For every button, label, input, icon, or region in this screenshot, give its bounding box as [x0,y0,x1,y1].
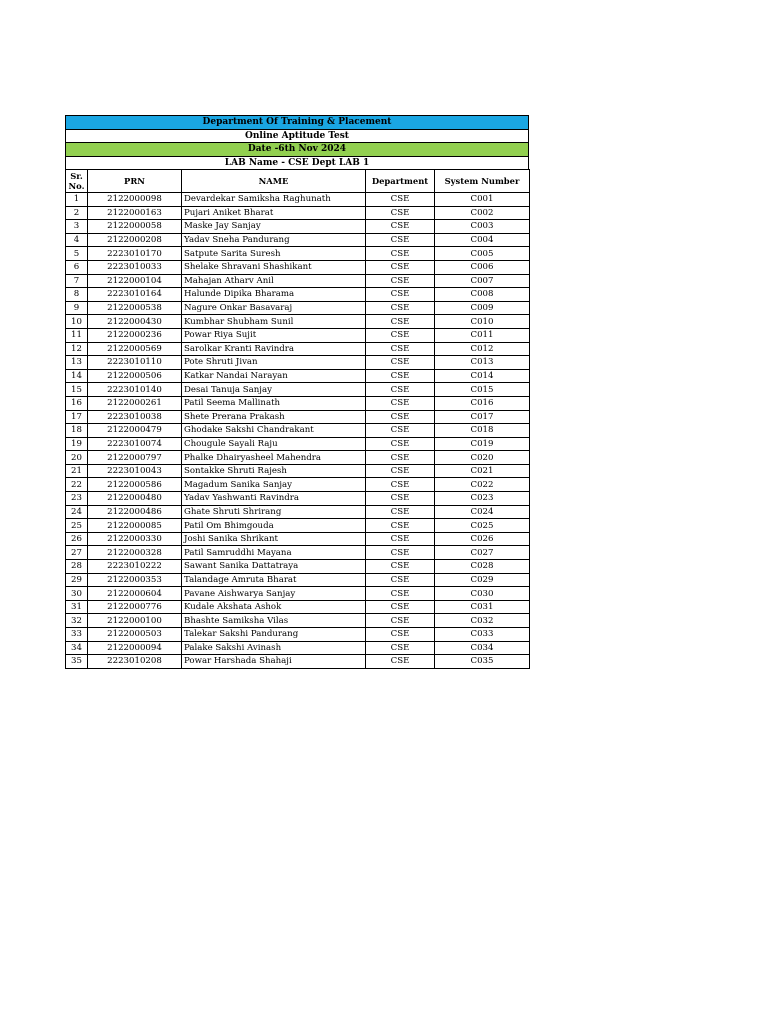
prn-cell: 2223010043 [88,464,182,478]
prn-cell: 2223010110 [88,356,182,370]
name-cell: Yadav Yashwanti Ravindra [182,492,366,506]
department-cell: CSE [366,505,435,519]
name-cell: Kumbhar Shubham Sunil [182,315,366,329]
table-row [66,383,530,397]
sr-no-cell: 1 [66,193,88,207]
prn-cell: 2223010222 [88,560,182,574]
prn-cell: 2122000208 [88,233,182,247]
sr-no-cell: 35 [66,655,88,669]
department-cell: CSE [366,342,435,356]
prn-cell: 2122000100 [88,614,182,628]
name-cell: Shelake Shravani Shashikant [182,260,366,274]
table-row [66,641,530,655]
name-cell: Patil Samruddhi Mayana [182,546,366,560]
lab-name-banner: LAB Name - CSE Dept LAB 1 [65,156,529,170]
prn-cell: 2122000098 [88,193,182,207]
sr-no-cell: 14 [66,369,88,383]
sr-no-cell: 31 [66,600,88,614]
system-number-cell: C029 [435,573,530,587]
system-number-cell: C031 [435,600,530,614]
prn-cell: 2122000058 [88,220,182,234]
table-row [66,206,530,220]
name-cell: Ghate Shruti Shrirang [182,505,366,519]
name-cell: Ghodake Sakshi Chandrakant [182,424,366,438]
prn-cell: 2122000506 [88,369,182,383]
department-cell: CSE [366,356,435,370]
date-banner: Date -6th Nov 2024 [65,142,529,156]
department-cell: CSE [366,437,435,451]
name-cell: Nagure Onkar Basavaraj [182,301,366,315]
name-cell: Pavane Aishwarya Sanjay [182,587,366,601]
prn-cell: 2122000604 [88,587,182,601]
department-cell: CSE [366,519,435,533]
column-header-name: NAME [182,170,366,193]
department-cell: CSE [366,424,435,438]
sr-no-cell: 21 [66,464,88,478]
department-cell: CSE [366,451,435,465]
sr-no-cell: 28 [66,560,88,574]
name-cell: Palake Sakshi Avinash [182,641,366,655]
prn-cell: 2122000085 [88,519,182,533]
name-cell: Halunde Dipika Bharama [182,288,366,302]
department-cell: CSE [366,546,435,560]
department-cell: CSE [366,410,435,424]
sr-no-cell: 3 [66,220,88,234]
system-number-cell: C032 [435,614,530,628]
sr-no-cell: 26 [66,532,88,546]
name-cell: Sawant Sanika Dattatraya [182,560,366,574]
prn-cell: 2122000163 [88,206,182,220]
table-row [66,193,530,207]
system-number-cell: C017 [435,410,530,424]
name-cell: Talandage Amruta Bharat [182,573,366,587]
system-number-cell: C013 [435,356,530,370]
prn-cell: 2223010170 [88,247,182,261]
sr-no-cell: 34 [66,641,88,655]
name-cell: Talekar Sakshi Pandurang [182,628,366,642]
sr-no-cell: 24 [66,505,88,519]
table-row [66,247,530,261]
table-row [66,288,530,302]
department-cell: CSE [366,628,435,642]
table-row [66,492,530,506]
department-cell: CSE [366,288,435,302]
department-cell: CSE [366,464,435,478]
system-number-cell: C021 [435,464,530,478]
table-row [66,546,530,560]
system-number-cell: C024 [435,505,530,519]
sr-no-cell: 2 [66,206,88,220]
sr-no-cell: 19 [66,437,88,451]
sr-no-cell: 13 [66,356,88,370]
name-cell: Pujari Aniket Bharat [182,206,366,220]
system-number-cell: C004 [435,233,530,247]
table-row [66,451,530,465]
prn-cell: 2223010164 [88,288,182,302]
system-number-cell: C030 [435,587,530,601]
table-row [66,274,530,288]
prn-cell: 2223010038 [88,410,182,424]
system-number-cell: C006 [435,260,530,274]
sr-no-cell: 11 [66,328,88,342]
name-cell: Satpute Sarita Suresh [182,247,366,261]
lab-allocation-sheet [65,115,529,669]
name-cell: Katkar Nandai Narayan [182,369,366,383]
prn-cell: 2122000261 [88,396,182,410]
prn-cell: 2223010140 [88,383,182,397]
prn-cell: 2122000797 [88,451,182,465]
prn-cell: 2122000479 [88,424,182,438]
table-body [66,193,530,669]
name-cell: Maske Jay Sanjay [182,220,366,234]
sr-no-cell: 16 [66,396,88,410]
department-cell: CSE [366,328,435,342]
system-number-cell: C009 [435,301,530,315]
table-row [66,628,530,642]
department-cell: CSE [366,560,435,574]
table-row [66,655,530,669]
department-banner: Department Of Training & Placement [65,115,529,129]
name-cell: Sontakke Shruti Rajesh [182,464,366,478]
name-cell: Sarolkar Kranti Ravindra [182,342,366,356]
name-cell: Powar Harshada Shahaji [182,655,366,669]
sr-no-cell: 9 [66,301,88,315]
table-row [66,600,530,614]
table-row [66,519,530,533]
table-row [66,396,530,410]
table-row [66,301,530,315]
system-number-cell: C019 [435,437,530,451]
prn-cell: 2223010074 [88,437,182,451]
department-cell: CSE [366,193,435,207]
sr-no-cell: 6 [66,260,88,274]
department-cell: CSE [366,383,435,397]
name-cell: Patil Seema Mallinath [182,396,366,410]
table-row [66,356,530,370]
table-row [66,587,530,601]
department-cell: CSE [366,301,435,315]
table-row [66,573,530,587]
department-cell: CSE [366,247,435,261]
prn-cell: 2122000430 [88,315,182,329]
system-number-cell: C003 [435,220,530,234]
system-number-cell: C002 [435,206,530,220]
system-number-cell: C014 [435,369,530,383]
name-cell: Magadum Sanika Sanjay [182,478,366,492]
name-cell: Kudale Akshata Ashok [182,600,366,614]
table-row [66,505,530,519]
department-cell: CSE [366,260,435,274]
department-cell: CSE [366,478,435,492]
name-cell: Shete Prerana Prakash [182,410,366,424]
system-number-cell: C025 [435,519,530,533]
department-cell: CSE [366,396,435,410]
name-cell: Mahajan Atharv Anil [182,274,366,288]
table-row [66,614,530,628]
table-row [66,532,530,546]
table-row [66,424,530,438]
table-row [66,369,530,383]
table-row [66,410,530,424]
sr-no-cell: 32 [66,614,88,628]
system-number-cell: C016 [435,396,530,410]
sr-no-cell: 30 [66,587,88,601]
name-cell: Desai Tanuja Sanjay [182,383,366,397]
prn-cell: 2122000094 [88,641,182,655]
sr-no-cell: 33 [66,628,88,642]
table-row [66,560,530,574]
name-cell: Patil Om Bhimgouda [182,519,366,533]
department-cell: CSE [366,655,435,669]
table-header-row [66,170,530,193]
prn-cell: 2122000503 [88,628,182,642]
system-number-cell: C034 [435,641,530,655]
sr-no-cell: 10 [66,315,88,329]
system-number-cell: C012 [435,342,530,356]
department-cell: CSE [366,274,435,288]
sr-no-cell: 27 [66,546,88,560]
name-cell: Bhashte Samiksha Vilas [182,614,366,628]
name-cell: Phalke Dhairyasheel Mahendra [182,451,366,465]
department-cell: CSE [366,315,435,329]
prn-cell: 2122000538 [88,301,182,315]
system-number-cell: C035 [435,655,530,669]
table-row [66,342,530,356]
column-header-department: Department [366,170,435,193]
system-number-cell: C033 [435,628,530,642]
prn-cell: 2122000330 [88,532,182,546]
system-number-cell: C018 [435,424,530,438]
table-row [66,260,530,274]
department-cell: CSE [366,587,435,601]
sr-no-cell: 4 [66,233,88,247]
prn-cell: 2122000586 [88,478,182,492]
table-row [66,220,530,234]
table-row [66,328,530,342]
system-number-cell: C005 [435,247,530,261]
table-row [66,233,530,247]
system-number-cell: C001 [435,193,530,207]
table-row [66,478,530,492]
table-row [66,437,530,451]
system-number-cell: C023 [435,492,530,506]
column-header-prn: PRN [88,170,182,193]
system-number-cell: C007 [435,274,530,288]
sr-no-cell: 25 [66,519,88,533]
prn-cell: 2122000486 [88,505,182,519]
system-number-cell: C020 [435,451,530,465]
name-cell: Chougule Sayali Raju [182,437,366,451]
prn-cell: 2122000328 [88,546,182,560]
department-cell: CSE [366,492,435,506]
system-number-cell: C028 [435,560,530,574]
column-header-sr-no: Sr. No. [66,170,88,193]
name-cell: Yadav Sneha Pandurang [182,233,366,247]
prn-cell: 2122000776 [88,600,182,614]
sr-no-cell: 17 [66,410,88,424]
department-cell: CSE [366,206,435,220]
department-cell: CSE [366,573,435,587]
system-number-cell: C010 [435,315,530,329]
name-cell: Powar Riya Sujit [182,328,366,342]
sr-no-cell: 23 [66,492,88,506]
sr-no-cell: 29 [66,573,88,587]
system-number-cell: C011 [435,328,530,342]
prn-cell: 2223010033 [88,260,182,274]
system-number-cell: C027 [435,546,530,560]
system-number-cell: C026 [435,532,530,546]
system-number-cell: C022 [435,478,530,492]
column-header-system-number: System Number [435,170,530,193]
sr-no-cell: 15 [66,383,88,397]
prn-cell: 2122000480 [88,492,182,506]
system-number-cell: C008 [435,288,530,302]
department-cell: CSE [366,220,435,234]
prn-cell: 2223010208 [88,655,182,669]
sr-no-cell: 22 [66,478,88,492]
department-cell: CSE [366,532,435,546]
department-cell: CSE [366,614,435,628]
prn-cell: 2122000104 [88,274,182,288]
department-cell: CSE [366,641,435,655]
sr-no-cell: 7 [66,274,88,288]
name-cell: Pote Shruti Jivan [182,356,366,370]
prn-cell: 2122000236 [88,328,182,342]
department-cell: CSE [366,600,435,614]
sr-no-cell: 5 [66,247,88,261]
system-number-cell: C015 [435,383,530,397]
prn-cell: 2122000569 [88,342,182,356]
student-allocation-table [65,169,530,669]
table-row [66,315,530,329]
sr-no-cell: 20 [66,451,88,465]
table-row [66,464,530,478]
test-name-banner: Online Aptitude Test [65,129,529,143]
prn-cell: 2122000353 [88,573,182,587]
sr-no-cell: 18 [66,424,88,438]
name-cell: Devardekar Samiksha Raghunath [182,193,366,207]
sr-no-cell: 12 [66,342,88,356]
sr-no-cell: 8 [66,288,88,302]
department-cell: CSE [366,233,435,247]
department-cell: CSE [366,369,435,383]
name-cell: Joshi Sanika Shrikant [182,532,366,546]
